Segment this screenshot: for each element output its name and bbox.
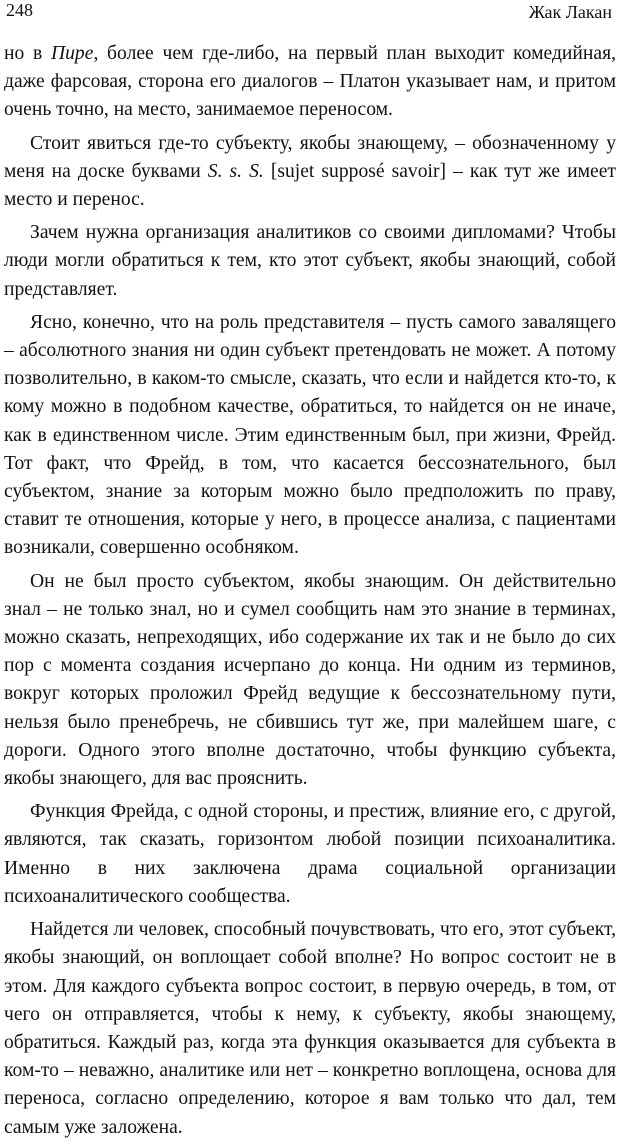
text-run: Ясно, конечно, что на роль представителя – пусть самого завалящего – абсолютного знания ни один субъект претендовать не может. А потому позволительно, в каком-то смысле, сказать, что если и найдется кто-то, к кому можно в подобном качестве, обратиться, то найдется он не иначе, как в единственном числе. Этим единственным был, при жизни, Фрейд. Тот факт, что Фрейд, в том, что касается бессознательного, был субъектом, знание за которым можно было предположить по праву, ставит те отношения, которые у него, в процессе анализа, с пациентами возникали, совершенно особняком. bbox=[4, 311, 616, 559]
text-run: Стоит явиться где-то субъекту, якобы знающему, – обозначенному у меня на доске буквами bbox=[4, 132, 616, 182]
text-run: , более чем где-либо, на первый план выходит комедийная, даже фарсовая, сторона его диалогов – Платон указывает нам, и притом очень точно, на место, занимаемое переносом. bbox=[4, 43, 616, 121]
paragraph bbox=[4, 916, 616, 1142]
paragraph bbox=[4, 130, 616, 215]
italic-text-run: S. s. S. bbox=[207, 160, 264, 182]
text-run: Зачем нужна организация аналитиков со своими дипломами? Чтобы люди могли обратиться к тем, кто этот субъект, якобы знающий, собой представляет. bbox=[4, 222, 616, 300]
paragraph bbox=[4, 309, 616, 563]
paragraph bbox=[4, 219, 616, 304]
text-run: Найдется ли человек, способный почувствовать, что его, этот субъект, якобы знающий, он воплощает собой вполне? Но вопрос состоит не в этом. Для каждого субъекта вопрос состоит, в первую очередь, в том, от чего он отправляется, чтобы к нему, к субъекту, якобы знающему, обратиться. Каждый раз, когда эта функция оказывается для субъекта в ком-то – неважно, аналитике или нет – конкретно воплощена, основа для переноса, согласно определению, которое я вам только что дал, тем самым уже заложена. bbox=[4, 919, 616, 1138]
text-run: Он не был просто субъектом, якобы знающим. Он действительно знал – не только знал, но и сумел сообщить нам это знание в терминах, можно сказать, непреходящих, ибо содержание их так и не было до сих пор с момента создания исчерпано до конца. Ни одним из терминов, вокруг которых проложил Фрейд ведущие к бессознательному пути, нельзя было пренебречь, не сбившись тут же, при малейшем шаге, с дороги. Одного этого вполне достаточно, чтобы функцию субъекта, якобы знающего, для вас прояснить. bbox=[4, 570, 616, 790]
text-run: [sujet supposé savoir] – как тут же имеет место и перенос. bbox=[4, 160, 616, 211]
text-run: Функция Фрейда, с одной стороны, и престиж, влияние его, с другой, являются, так сказать, горизонтом любой позиции психоаналитика. Именно в них заключена драма социальной организации психоаналитического сообщества. bbox=[4, 801, 616, 907]
text-run: но в bbox=[4, 43, 51, 64]
paragraph bbox=[4, 40, 616, 125]
running-head: Жак Лакан bbox=[528, 2, 612, 22]
paragraph bbox=[4, 568, 616, 794]
body-text bbox=[4, 40, 616, 1142]
page-header bbox=[4, 0, 616, 36]
page-number: 248 bbox=[6, 0, 33, 20]
paragraph bbox=[4, 798, 616, 911]
italic-text-run: Пире bbox=[50, 43, 94, 64]
